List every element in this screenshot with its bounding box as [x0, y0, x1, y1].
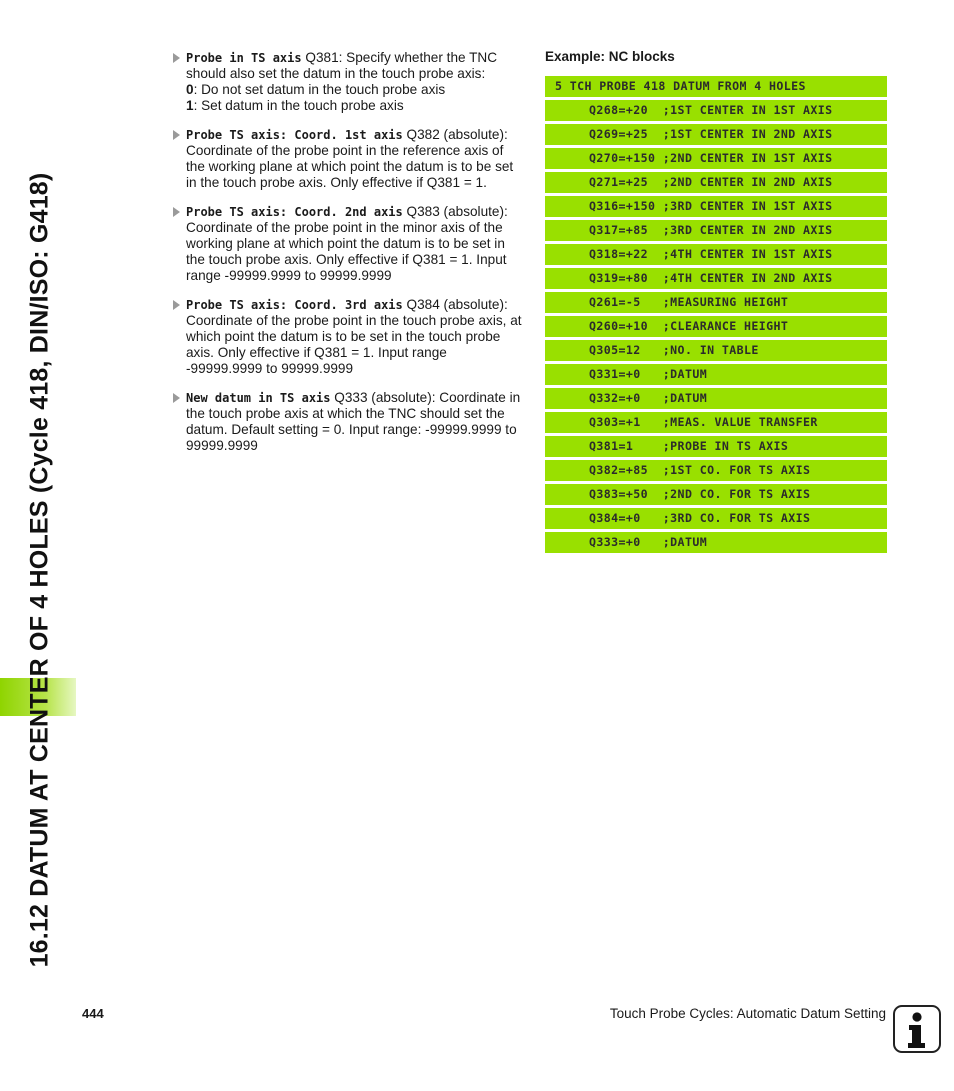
parameter-item — [172, 204, 524, 284]
nc-line: Q316=+150 ;3RD CENTER IN 1ST AXIS — [545, 196, 887, 217]
parameter-item — [172, 390, 524, 454]
nc-line: Q271=+25 ;2ND CENTER IN 2ND AXIS — [545, 172, 887, 193]
nc-line: Q270=+150 ;2ND CENTER IN 1ST AXIS — [545, 148, 887, 169]
option-value: 1 — [186, 98, 194, 113]
parameter-description: Q381: Specify whether the TNC should also set the datum in the touch probe axis: — [186, 50, 498, 81]
parameter-item — [172, 127, 524, 191]
parameter-name: New datum in TS axis — [186, 391, 331, 405]
nc-line: Q384=+0 ;3RD CO. FOR TS AXIS — [545, 508, 887, 529]
nc-header-row: 5 TCH PROBE 418 DATUM FROM 4 HOLES — [545, 76, 887, 97]
bullet-triangle-icon — [173, 53, 180, 63]
parameter-item — [172, 297, 524, 377]
info-icon — [893, 1005, 941, 1053]
nc-line: Q333=+0 ;DATUM — [545, 532, 887, 553]
parameter-description: Q333 (absolute): Coordinate in the touch probe axis at which the TNC should set the datum. Default setting = 0. Input range: -99999.9999 to 99999.9999 — [186, 390, 521, 453]
page-number: 444 — [82, 1006, 104, 1021]
footer-chapter: Touch Probe Cycles: Automatic Datum Setting — [609, 1006, 886, 1021]
nc-line: Q383=+50 ;2ND CO. FOR TS AXIS — [545, 484, 887, 505]
parameter-name: Probe TS axis: Coord. 1st axis — [186, 128, 403, 142]
parameter-name: Probe in TS axis — [186, 51, 302, 65]
nc-line: Q261=-5 ;MEASURING HEIGHT — [545, 292, 887, 313]
nc-line: Q269=+25 ;1ST CENTER IN 2ND AXIS — [545, 124, 887, 145]
parameter-description: : Do not set datum in the touch probe axis — [193, 82, 446, 97]
parameter-list — [172, 50, 524, 467]
parameter-description: Q384 (absolute): Coordinate of the probe point in the touch probe axis, at which point the datum is to be set in the touch probe axis. Only effective if Q381 = 1. Input range -99999.9999 to 99999.9999 — [186, 297, 522, 376]
section-title: 16.12 DATUM AT CENTER OF 4 HOLES (Cycle 418, DIN/ISO: G418) — [25, 172, 54, 968]
example-title: Example: NC blocks — [545, 49, 675, 64]
nc-line: Q331=+0 ;DATUM — [545, 364, 887, 385]
nc-line: Q319=+80 ;4TH CENTER IN 2ND AXIS — [545, 268, 887, 289]
parameter-name: Probe TS axis: Coord. 3rd axis — [186, 298, 403, 312]
bullet-triangle-icon — [173, 393, 180, 403]
nc-line: Q381=1 ;PROBE IN TS AXIS — [545, 436, 887, 457]
nc-line: Q268=+20 ;1ST CENTER IN 1ST AXIS — [545, 100, 887, 121]
nc-block-listing — [545, 76, 887, 556]
parameter-item — [172, 50, 524, 114]
bullet-triangle-icon — [173, 207, 180, 217]
parameter-description: Q383 (absolute): Coordinate of the probe point in the minor axis of the working plane at which point the datum is to be set in the touch probe axis. Only effective if Q381 = 1. Input range -99999.9999 to 99999.9999 — [186, 204, 508, 283]
nc-line: Q303=+1 ;MEAS. VALUE TRANSFER — [545, 412, 887, 433]
parameter-description: : Set datum in the touch probe axis — [193, 98, 404, 113]
nc-line: Q332=+0 ;DATUM — [545, 388, 887, 409]
bullet-triangle-icon — [173, 300, 180, 310]
nc-line: Q318=+22 ;4TH CENTER IN 1ST AXIS — [545, 244, 887, 265]
nc-line: Q382=+85 ;1ST CO. FOR TS AXIS — [545, 460, 887, 481]
option-value: 0 — [186, 82, 194, 97]
parameter-name: Probe TS axis: Coord. 2nd axis — [186, 205, 403, 219]
bullet-triangle-icon — [173, 130, 180, 140]
parameter-description: Q382 (absolute): Coordinate of the probe point in the reference axis of the working plane at which point the datum is to be set in the touch probe axis. Only effective if Q381 = 1. — [186, 127, 514, 190]
nc-line: Q260=+10 ;CLEARANCE HEIGHT — [545, 316, 887, 337]
nc-line: Q317=+85 ;3RD CENTER IN 2ND AXIS — [545, 220, 887, 241]
nc-line: Q305=12 ;NO. IN TABLE — [545, 340, 887, 361]
